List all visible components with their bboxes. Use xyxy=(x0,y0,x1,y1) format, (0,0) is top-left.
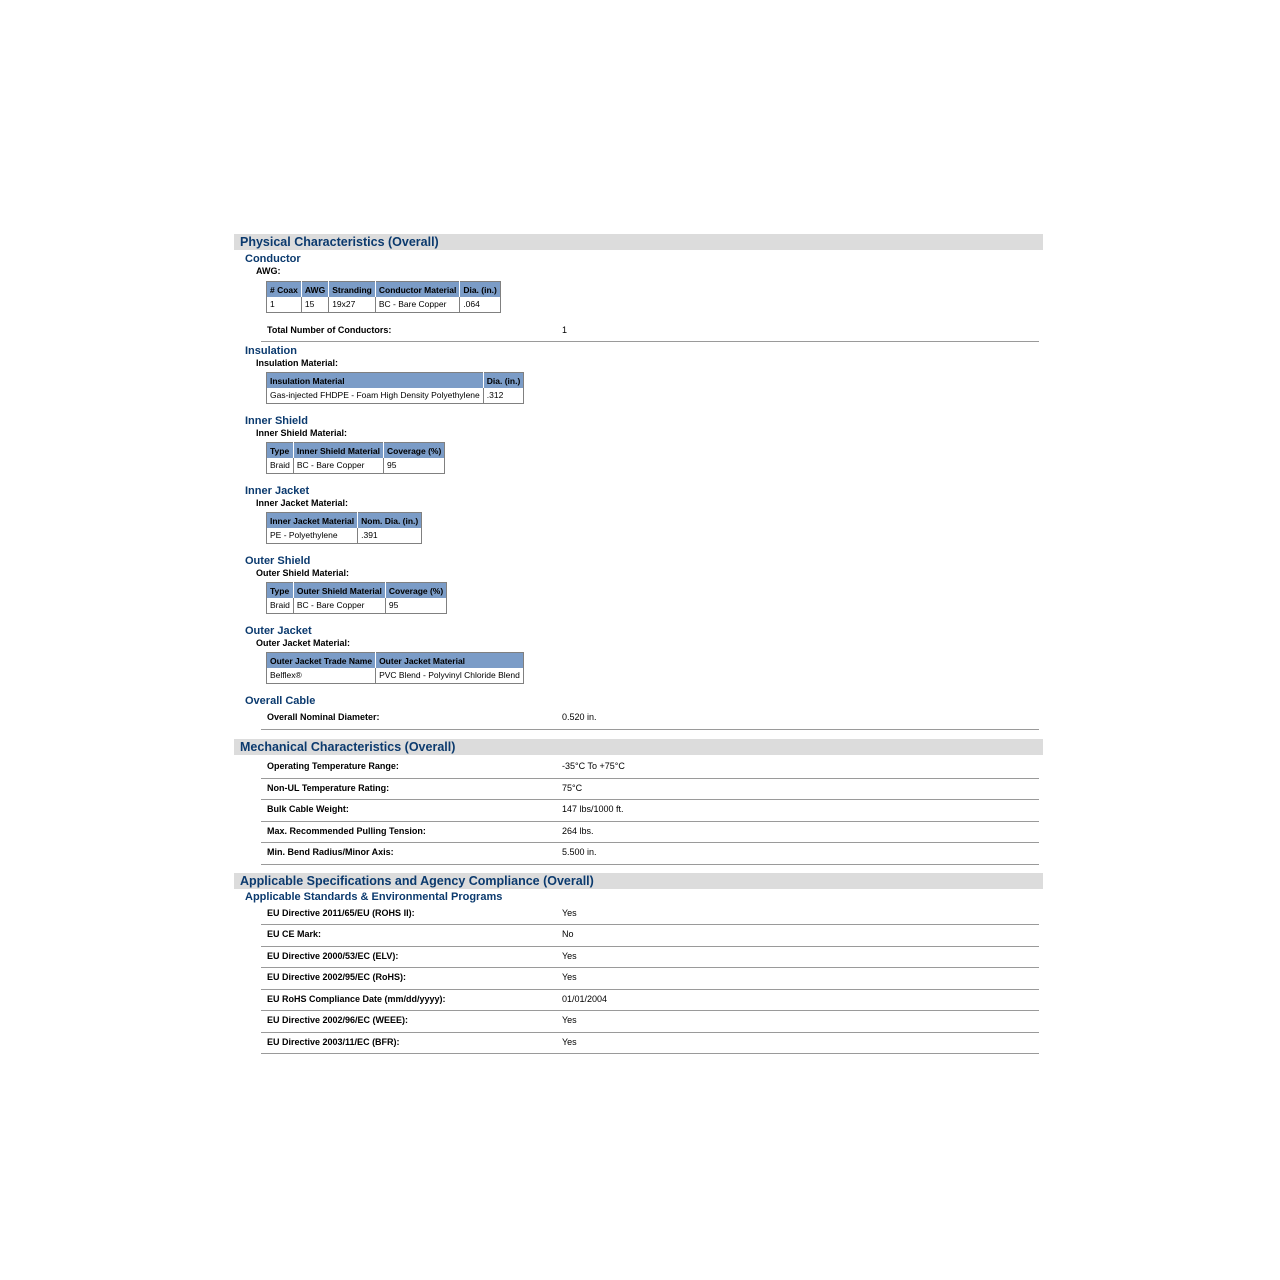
conductor-table xyxy=(266,281,501,313)
table-cell: 15 xyxy=(301,297,328,313)
spec-sheet xyxy=(234,234,1043,1054)
spec-row xyxy=(261,822,1039,844)
spec-label: Bulk Cable Weight: xyxy=(267,804,349,814)
inner-jacket-heading: Inner Jacket xyxy=(245,485,310,497)
spec-row xyxy=(261,1033,1039,1055)
standards-heading: Applicable Standards & Environmental Programs xyxy=(245,890,503,903)
column-header: Outer Jacket Material xyxy=(376,653,524,669)
total-conductors-value: 1 xyxy=(562,325,568,335)
table-row xyxy=(267,668,524,684)
column-header: Inner Shield Material xyxy=(293,443,383,459)
table-header-row xyxy=(267,583,447,599)
insulation-table xyxy=(266,372,524,404)
spec-value: Yes xyxy=(562,950,577,961)
column-header: Coverage (%) xyxy=(383,443,444,459)
spec-row xyxy=(261,947,1039,969)
compliance-rows xyxy=(234,904,1043,1055)
spec-value: -35°C To +75°C xyxy=(562,761,625,771)
inner-jacket-material-label: Inner Jacket Material: xyxy=(256,498,349,508)
spec-label: EU Directive 2002/95/EC (RoHS): xyxy=(267,972,407,982)
overall-diameter-value: 0.520 in. xyxy=(562,712,597,722)
spec-value: 5.500 in. xyxy=(562,847,597,857)
overall-diameter-label: Overall Nominal Diameter: xyxy=(267,712,380,722)
table-row xyxy=(267,297,501,313)
spec-value: Yes xyxy=(562,907,577,918)
column-header: Outer Shield Material xyxy=(293,583,385,599)
spec-label: EU Directive 2003/11/EC (BFR): xyxy=(267,1036,400,1047)
column-header: Nom. Dia. (in.) xyxy=(358,513,422,529)
table-cell: Belflex® xyxy=(267,668,376,684)
spec-row xyxy=(261,925,1039,947)
insulation-heading: Insulation xyxy=(245,345,297,357)
column-header: Conductor Material xyxy=(375,282,459,298)
spec-label: EU Directive 2000/53/EC (ELV): xyxy=(267,950,399,961)
table-cell: BC - Bare Copper xyxy=(293,458,383,474)
table-cell: 95 xyxy=(386,460,397,470)
table-cell: .312 xyxy=(486,390,504,400)
spec-row xyxy=(261,757,1039,779)
outer-shield-heading: Outer Shield xyxy=(245,555,311,567)
column-header: Outer Jacket Trade Name xyxy=(267,653,376,669)
table-row xyxy=(267,388,524,404)
spec-value: Yes xyxy=(562,1015,577,1025)
total-conductors-row xyxy=(261,321,1039,342)
spec-row xyxy=(261,843,1039,865)
outer-jacket-material-label: Outer Jacket Material: xyxy=(256,638,351,648)
spec-label: EU Directive 2002/96/EC (WEEE): xyxy=(267,1015,409,1025)
spec-row xyxy=(261,904,1039,926)
table-row xyxy=(267,528,422,544)
mechanical-section-header: Mechanical Characteristics (Overall) xyxy=(234,739,1043,755)
spec-row xyxy=(261,1011,1039,1033)
spec-label: Max. Recommended Pulling Tension: xyxy=(267,825,426,836)
outer-shield-table xyxy=(266,582,447,614)
inner-shield-heading: Inner Shield xyxy=(245,415,308,427)
table-cell: Gas-injected FHDPE - Foam High Density Polyethylene xyxy=(267,388,484,404)
spec-value: Yes xyxy=(562,1036,577,1047)
spec-value: No xyxy=(562,929,574,939)
spec-label: Operating Temperature Range: xyxy=(267,761,399,771)
table-cell: 1 xyxy=(267,297,302,313)
spec-value: 264 lbs. xyxy=(562,825,594,836)
column-header: Dia. (in.) xyxy=(460,282,501,298)
table-header-row xyxy=(267,513,422,529)
table-cell: PVC Blend - Polyvinyl Chloride Blend xyxy=(379,670,520,680)
table-header-row xyxy=(267,653,524,669)
total-conductors-label: Total Number of Conductors: xyxy=(267,325,392,335)
spec-row xyxy=(261,968,1039,990)
column-header: Type xyxy=(267,583,294,599)
spec-value: 75°C xyxy=(562,782,583,793)
table-row xyxy=(267,458,445,474)
table-cell: Braid xyxy=(267,458,294,474)
spec-row xyxy=(261,779,1039,801)
spec-label: EU Directive 2011/65/EU (ROHS II): xyxy=(267,907,415,918)
table-cell: 95 xyxy=(388,600,399,610)
spec-value: 147 lbs/1000 ft. xyxy=(562,804,624,814)
outer-jacket-table xyxy=(266,652,524,684)
table-header-row xyxy=(267,282,501,298)
spec-value: 01/01/2004 xyxy=(562,993,608,1004)
table-cell: .391 xyxy=(361,530,378,540)
spec-row xyxy=(261,990,1039,1012)
spec-label: Min. Bend Radius/Minor Axis: xyxy=(267,847,394,857)
mechanical-rows xyxy=(234,757,1043,865)
column-header: Insulation Material xyxy=(267,373,484,389)
table-row xyxy=(267,598,447,614)
column-header: # Coax xyxy=(267,282,302,298)
table-cell: 19x27 xyxy=(329,297,376,313)
outer-shield-material-label: Outer Shield Material: xyxy=(256,568,350,578)
column-header: AWG xyxy=(301,282,328,298)
column-header: Dia. (in.) xyxy=(483,373,524,389)
conductor-heading: Conductor xyxy=(245,253,301,265)
physical-section-header: Physical Characteristics (Overall) xyxy=(234,234,1043,250)
column-header: Stranding xyxy=(329,282,376,298)
table-cell: PE - Polyethylene xyxy=(267,528,358,544)
spec-label: EU CE Mark: xyxy=(267,929,322,939)
inner-shield-material-label: Inner Shield Material: xyxy=(256,428,348,438)
compliance-section-header: Applicable Specifications and Agency Compliance (Overall) xyxy=(234,873,1043,889)
table-cell: BC - Bare Copper xyxy=(293,598,385,614)
spec-row xyxy=(261,800,1039,822)
table-header-row xyxy=(267,443,445,459)
table-cell: Braid xyxy=(267,598,294,614)
table-header-row xyxy=(267,373,524,389)
overall-diameter-row xyxy=(261,708,1039,730)
spec-label: Non-UL Temperature Rating: xyxy=(267,782,390,793)
overall-cable-heading: Overall Cable xyxy=(245,695,316,707)
table-cell: BC - Bare Copper xyxy=(375,297,459,313)
table-cell: .064 xyxy=(463,299,480,309)
inner-jacket-table xyxy=(266,512,422,544)
column-header: Inner Jacket Material xyxy=(267,513,358,529)
insulation-material-label: Insulation Material: xyxy=(256,358,339,368)
column-header: Type xyxy=(267,443,294,459)
spec-value: Yes xyxy=(562,972,577,982)
spec-label: EU RoHS Compliance Date (mm/dd/yyyy): xyxy=(267,993,446,1004)
awg-label: AWG: xyxy=(256,266,281,276)
outer-jacket-heading: Outer Jacket xyxy=(245,625,312,637)
column-header: Coverage (%) xyxy=(385,583,446,599)
inner-shield-table xyxy=(266,442,445,474)
